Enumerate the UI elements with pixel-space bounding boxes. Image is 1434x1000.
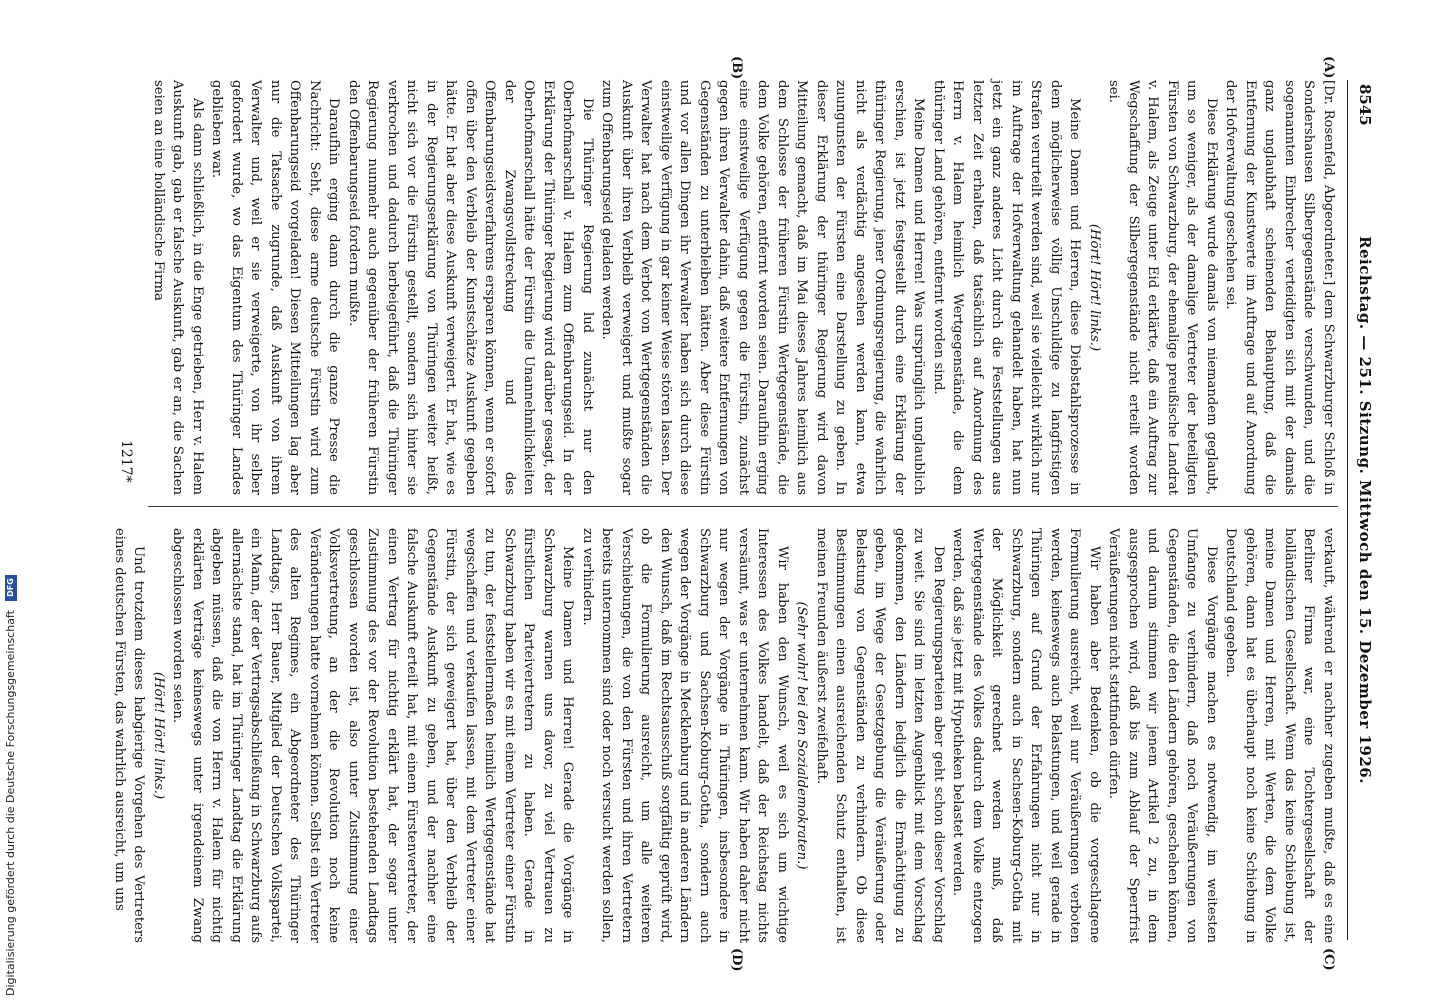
margin-marker-b: (B): [729, 56, 744, 80]
digitization-credit: Digitalisierung gefördert durch die Deutsche Forschungsgemeinschaft: [4, 610, 17, 996]
margin-marker-d: (D): [729, 948, 744, 972]
dfg-logo: DFG: [5, 575, 17, 601]
running-head-title: Reichstag. — 251. Sitzung. Mittwoch den 15. Dezember 1926.: [1356, 236, 1374, 784]
paragraph: Die Thüringer Regierung lud zunächst nur den Oberhofmarschall v. Halem zum Offenbarungseid. In der Erklärung der Thüringer Regierung wird darüber gesagt, der Oberhofmarschall hätte der Fürstin die Unannehmlichkeiten der Zwangsvollstreckung und des Offenbarungseidsverfahrens ersparen können, wenn er sofort offen über den Verbleib der Kunstschätze Auskunft gegeben hätte. Er hat aber diese Auskunft verweigert. Er hat, wie es in der Regierungserklärung von Thüringen weiter heißt, nicht sich vor die Fürstin gestellt, sondern sich hinter sie verkrochen und dadurch herbeigeführt, daß die Thüringer Regierung nunmehr auch gegenüber der früheren Fürstin den Offenbarungseid fordern mußte.: [346, 80, 595, 495]
digitization-credit-bar: [0, 396, 24, 996]
paragraph: Wir haben den Wunsch, weil es sich um wichtige Interessen des Volkes handelt, daß der Reichstag nichts versäumt, was er unternehmen kann. Wir haben daher nicht nur wegen der Vorgänge in Thüringen, insbesondere in Schwarzburg und Sachsen-Koburg-Gotha, sondern auch wegen der Vorgänge in Mecklenburg und in anderen Ländern den Wunsch, daß im Rechtsausschuß sorgfältig geprüft wird, ob die Formulierung ausreicht, um alle weiteren Verschiebungen, die von den Fürsten und ihren Vertretern bereits unternommen sind oder noch versucht werden sollen, zu verhindern.: [580, 528, 790, 943]
paragraph: Wir haben aber Bedenken, ob die vorgeschlagene Formulierung ausreicht, weil nur Veräußerungen verboten werden, keineswegs auch Belastungen, und weil gerade in Thüringen auf Grund der Erfahrungen nicht nur in Schwarzburg, sondern auch in Sachsen-Koburg-Gotha mit der Möglichkeit gerechnet werden muß, daß Wertgegenstände des Volkes dadurch dem Volke entzogen werden, daß sie jetzt mit Hypotheken belastet werden.: [950, 528, 1102, 943]
paragraph: Diese Vorgänge machen es notwendig, im weitesten Umfange zu verhindern, daß noch Veräußerungen von Gegenständen, die den Ländern gehören, geschehen können, und darum stimmen wir jenem Artikel 2 zu, in dem ausgesprochen wird, daß bis zum Ablauf der Sperrfrist Veräußerungen nicht stattfinden dürfen.: [1106, 528, 1219, 943]
paragraph: Meine Damen und Herren! Gerade die Vorgänge in Schwarzburg warnen uns davor, zu viel Vertrauen zu fürstlichen Parteivertretern zu haben. Gerade in Schwarzburg haben wir es mit einem Vertreter einer Fürstin zu tun, der feststellermaßen heimlich Wertgegenstände hat wegschaffen und verkaufen lassen, mit dem Vertreter einer Fürstin, der sich geweigert hat, über den Verbleib der Gegenstände Auskunft zu geben, und der nachher eine falsche Auskunft erteilt hat, mit einem Fürstenvertreter, der einen Vertrag für nichtig erklärt hat, der sogar unter Zustimmung des vor der Revolution bestehenden Landtags geschlossen worden ist, also unter Zustimmung einer Volksvertretung, an der die Revolution noch keine Veränderungen hatte vornehmen können. Selbst ein Vertreter des alten Regimes, ein Abgeordneter des Thüringer Landtags, Herr Bauer, Mitglied der Deutschen Volkspartei, ein Mann, der der Vertragsabschließung in Schwarzburg aufs allernächste stand, hat im Thüringer Landtag die Erklärung abgeben müssen, daß die von Herrn v. Halem für nichtig erklärten Verträge keineswegs unter irgendeinem Zwang abgeschlossen worden seien.: [170, 528, 576, 943]
interjection: (Hört! Hört! links.): [151, 671, 166, 800]
paragraph: Meine Damen und Herren, diese Diebstahlsprozesse in dem möglicherweise völlig Unschuldige zu langfristigen Strafen verurteilt werden sind, weil sie vielleicht wirklich nur im Auftrage der Hofverwaltung gehandelt haben, hat nun jetzt ein ganz anderes Licht durch die Feststellungen aus letzter Zeit erhalten, daß tatsächlich auf Anordnung des Herrn v. Halem heimlich Wertgegenstände, die dem thüringer Land gehören, entfernt worden sind.: [931, 80, 1083, 495]
paragraph: [Dr. Rosenfeld, Abgeordneter.] dem Schwarzburger Schloß in Sondershausen Silbergegenstände verschwunden, und die sogenannten Einbrecher verteidigten sich mit der damals ganz unglaubhaft scheinenden Behauptung, daß die Entfernung der Kunstwerte im Auftrage und auf Anordnung der Hofverwaltung geschehen sei.: [1223, 80, 1336, 495]
paragraph: Diese Erklärung wurde damals von niemandem geglaubt, um so weniger, als der damalige Vertreter der beteiligten Fürsten von Schwarzburg, der ehemalige preußische Landrat v. Halem, als Zeuge unter Eid erklärte, daß ein Auftrag zur Wegschaffung der Silbergegenstände nicht erteilt worden sei.: [1106, 80, 1219, 495]
signature-mark: 1217*: [118, 440, 134, 483]
page-number: 8545: [1356, 84, 1374, 126]
paragraph: Und trotzdem dieses habgierige Vorgehen des Vertreters eines deutschen Fürsten, das wahrlich ausreicht, um uns: [112, 528, 147, 943]
interjection: (Sehr wahr! bei den Sozialdemokraten.): [794, 601, 810, 870]
paragraph: Als dann schließlich, in die Enge getrieben, Herr v. Halem Auskunft gab, gab er falsche Auskunft, gab er an, die Sachen seien an eine holländische Firma: [151, 80, 205, 495]
paragraph: Meine Damen und Herren! Was ursprünglich unglaublich erschien, ist jetzt festgestellt durch eine Erklärung der thüringer Regierung, jener Ordnungsregierung, die wahrlich nicht als verdächtig angesehen werden kann, etwa zuungunsten der Fürsten eine Darstellung zu geben. In dieser Erklärung der thüringer Regierung wird davon Mitteilung gemacht, daß im Mai dieses Jahres heimlich aus dem Schlosse der früheren Fürstin Wertgegenstände, die dem Volke gehören, entfernt worden seien. Daraufhin erging eine einstweilige Verfügung gegen die Fürstin, zunächst gegen ihren Verwalter dahin, daß weitere Entfernungen von Gegenständen zu unterbleiben hätten. Aber diese Fürstin und vor allen Dingen ihr Verwalter haben sich durch diese einstweilige Verfügung in gar keiner Weise stören lassen. Der Verwalter hat nach dem Verbot von Wertgegenständen die Auskunft über ihren Verbleib verweigert und mußte sogar zum Offenbarungseid geladen werden.: [599, 80, 927, 495]
paragraph: verkauft, während er nachher zugeben mußte, daß es eine Berliner Firma war, eine Tochtergesellschaft der holländischen Gesellschaft. Wenn das keine Schiebung ist, meine Damen und Herren, mit Werten, die dem Volke gehören, dann hat es überhaupt noch keine Schiebung in Deutschland gegeben.: [1223, 528, 1336, 943]
paragraph: Den Regierungsparteien aber geht schon dieser Vorschlag zu weit. Sie sind im letzten Augenblick mit dem Vorschlag gekommen, den Ländern lediglich die Ermächtigung zu geben, im Wege der Gesetzgebung die Veräußerung oder Belastung von Gegenständen zu verhindern. Ob diese Bestimmungen einen ausreichenden Schutz enthalten, ist meinen Freunden äußerst zweifelhaft.: [814, 528, 946, 943]
margin-marker-c: (C): [1321, 948, 1336, 971]
left-column: [149, 80, 1339, 495]
margin-marker-a: (A): [1321, 56, 1336, 79]
interjection: (Hört! Hört! links.): [1087, 223, 1102, 352]
running-header: [1347, 80, 1378, 940]
paragraph: Daraufhin erging dann durch die ganze Presse die Nachricht: Seht, diese arme deutsche Fürstin wird zum Offenbarungseid vorgeladen! Diesen Mitteilungen lag aber nur die Tatsache zugrunde, daß Auskunft von ihrem Verwalter und, weil er sie verweigerte, von ihr selber gefordert wurde, wo das Eigentum des Thüringer Landes geblieben war.: [209, 80, 342, 495]
right-column: [110, 528, 1339, 943]
column-divider: [148, 506, 1338, 507]
